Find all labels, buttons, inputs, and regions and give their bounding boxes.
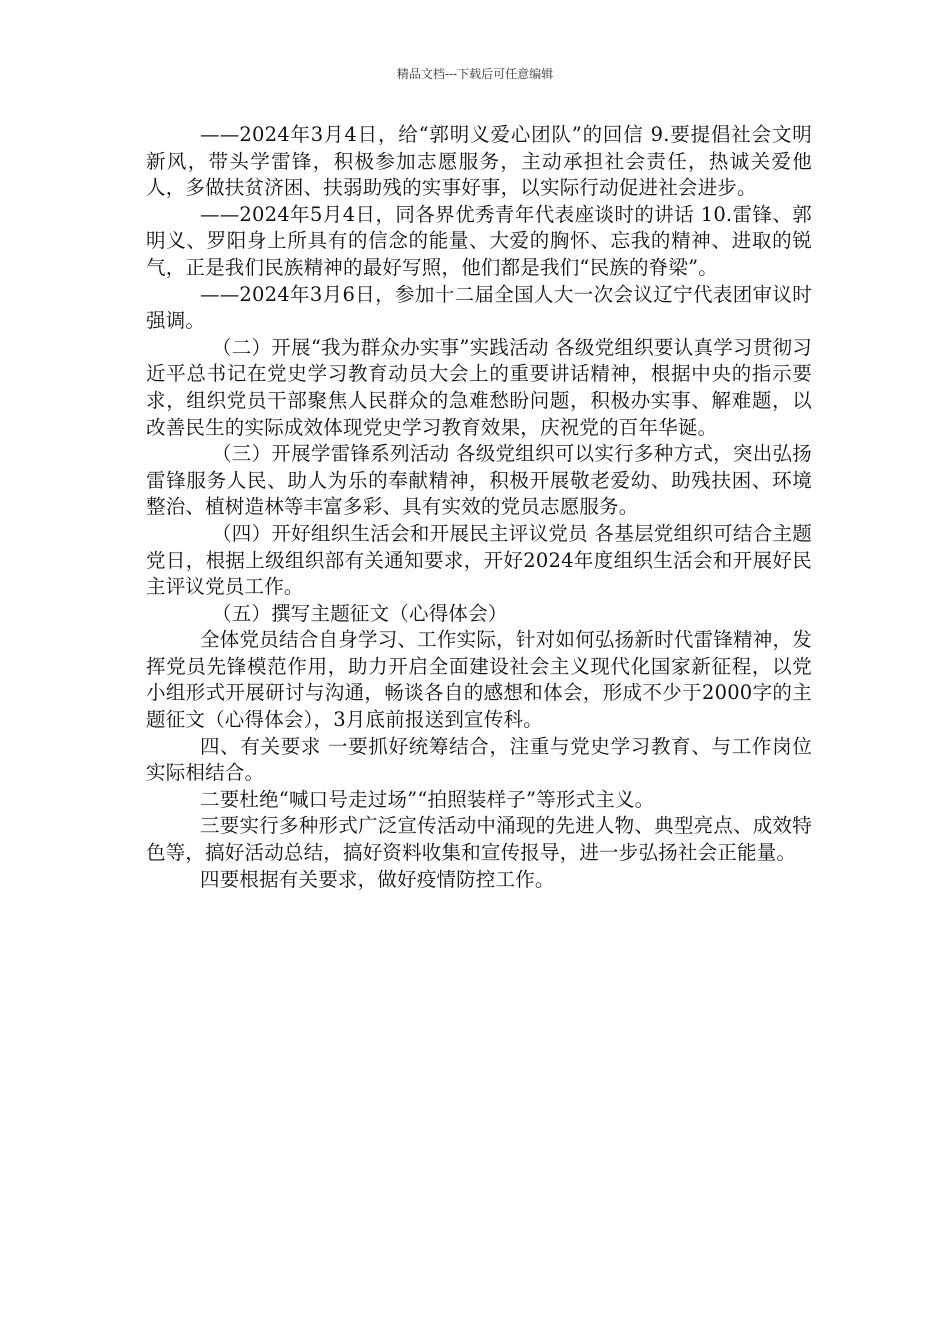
paragraph-requirement-3: 三要实行多种形式广泛宣传活动中涌现的先进人物、典型亮点、成效特色等，搞好活动总结，搞好资料收集和宣传报导，进一步弘扬社会正能量。 xyxy=(146,814,812,865)
document-body xyxy=(146,122,812,893)
paragraph-quote-may-4: ——2024年5月4日，同各界优秀青年代表座谈时的讲话 10.雷锋、郭明义、罗阳身上所具有的信念的能量、大爱的胸怀、忘我的精神、进取的锐气，正是我们民族精神的最好写照，他们都是我们“民族的脊梁”。 xyxy=(146,202,812,279)
paragraph-section-4: （四）开好组织生活会和开展民主评议党员 各基层党组织可结合主题党日，根据上级组织部有关通知要求，开好2024年度组织生活会和开展好民主评议党员工作。 xyxy=(146,521,812,599)
paragraph-requirement-2: 二要杜绝“喊口号走过场”“拍照装样子”等形式主义。 xyxy=(200,787,655,811)
paragraph-quote-march-6: ——2024年3月6日，参加十二届全国人大一次会议辽宁代表团审议时强调。 xyxy=(146,282,812,333)
paragraph-section-5-body: 全体党员结合自身学习、工作实际，针对如何弘扬新时代雷锋精神，发挥党员先锋模范作用，助力开启全面建设社会主义现代化国家新征程，以党小组形式开展研讨与沟通，畅谈各自的感想和体会，形成不少于2000字的主题征文（心得体会），3月底前报送到宣传科。 xyxy=(146,628,812,732)
paragraph-requirements: 四、有关要求 一要抓好统筹结合，注重与党史学习教育、与工作岗位实际相结合。 xyxy=(146,734,812,785)
paragraph-section-3: （三）开展学雷锋系列活动 各级党组织可以实行多种方式，突出弘扬雷锋服务人民、助人为乐的奉献精神，积极开展敬老爱幼、助残扶困、环境整治、植树造林等丰富多彩、具有实效的党员志愿服务。 xyxy=(146,442,812,519)
paragraph-quote-march-4: ——2024年3月4日，给“郭明义爱心团队”的回信 9.要提倡社会文明新风，带头学雷锋，积极参加志愿服务，主动承担社会责任，热诚关爱他人，多做扶贫济困、扶弱助残的实事好事，以实际行动促进社会进步。 xyxy=(146,123,812,200)
paragraph-section-5-heading: （五）撰写主题征文（心得体会） xyxy=(212,601,508,625)
paragraph-requirement-4: 四要根据有关要求，做好疫情防控工作。 xyxy=(200,867,555,891)
paragraph-section-2: （二）开展“我为群众办实事”实践活动 各级党组织要认真学习贯彻习近平总书记在党史学习教育动员大会上的重要讲话精神，根据中央的指示要求，组织党员干部聚焦人民群众的急难愁盼问题，积极办实事、解难题，以改善民生的实际成效体现党史学习教育效果，庆祝党的百年华诞。 xyxy=(146,335,812,439)
page-header: 精品文档---下载后可任意编辑 xyxy=(396,67,554,81)
